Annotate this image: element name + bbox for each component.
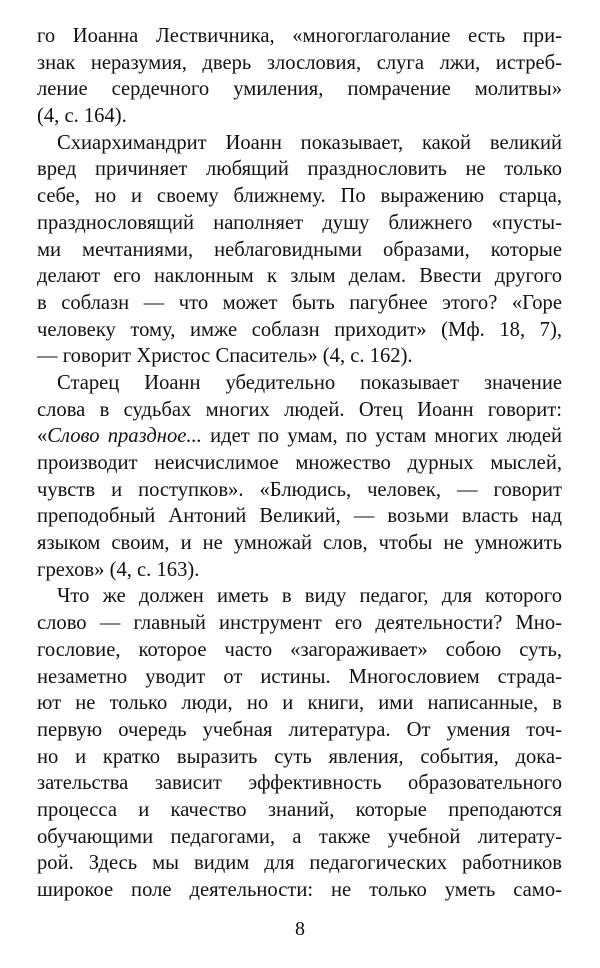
text-line: ют не только люди, но и книги, ими написанные, в [37,692,562,715]
text-line: гословие, которое часто «загораживает» собою суть, [37,638,562,661]
text-line: зательства зависит эффективность образовательного [37,772,562,795]
text-line: го Иоанна Лествичника, «многоглаголание есть при- [37,25,562,47]
text-line: грехов» (4, с. 163). [37,558,200,581]
text-line: преподобный Антоний Великий, — возьми власть над [37,505,562,528]
text-line: — говорит Христос Спаситель» (4, с. 162). [37,345,413,368]
text-line: но и кратко выразить суть явления, события, дока- [37,745,562,768]
italic-quote: Слово праздное... [47,425,202,448]
body-text [37,23,562,904]
paragraph-4 [37,583,562,903]
text-fragment: идет по умам, по устам многих людей [201,425,562,448]
text-line: слово — главный инструмент его деятельности? Мно- [37,612,562,635]
text-line: Старец Иоанн убедительно показывает значение [57,371,562,394]
text-line: празднословящий наполняет душу ближнего «пусты- [37,211,562,234]
text-line: ление сердечного умиления, помрачение молитвы» [37,78,562,101]
text-line: производит неисчислимое множество дурных мыслей, [37,452,562,474]
open-quote: « [37,425,48,448]
text-line: языком своим, и не умножай слов, чтобы не умножить [37,532,562,555]
text-line: делают его наклонным к злым делам. Ввести другого [37,265,562,288]
text-line: процесса и качество знаний, которые преподаются [37,798,562,821]
paragraph-3 [37,370,562,584]
text-line: первую очередь учебная литература. От умения точ- [37,718,562,741]
text-line: рой. Здесь мы видим для педагогических работников [37,852,562,875]
text-line: человеку тому, имже соблазн приходит» (Мф. 18, 7), [37,318,562,341]
text-line: широкое поле деятельности: не только уметь само- [37,879,562,901]
text-line: себе, но и своему ближнему. По выражению старца, [37,185,562,208]
text-line: знак неразумия, дверь злословия, слуга лжи, истреб- [37,51,562,74]
text-line: ми мечтаниями, неблаговидными образами, которые [37,238,562,261]
paragraph-1 [37,23,562,130]
text-line: (4, с. 164). [37,105,127,128]
text-line: вред причиняет любящий празднословить не только [37,158,562,181]
text-line: чувств и поступков». «Блюдись, человек, — говорит [37,478,562,501]
text-line: обучающими педагогами, а также учебной литерату- [37,825,562,848]
text-line: слова в судьбах многих людей. Отец Иоанн говорит: [37,398,562,421]
page-number: 8 [295,918,305,940]
text-line: Схиархимандрит Иоанн показывает, какой великий [57,131,562,154]
text-line: Что же должен иметь в виду педагог, для которого [57,585,562,608]
text-line: незаметно уводит от истины. Многословием страда- [37,665,562,688]
text-line: в соблазн — что может быть пагубнее этого? «Горе [37,291,562,314]
paragraph-2 [37,130,562,370]
text-line-with-quote [37,423,562,450]
